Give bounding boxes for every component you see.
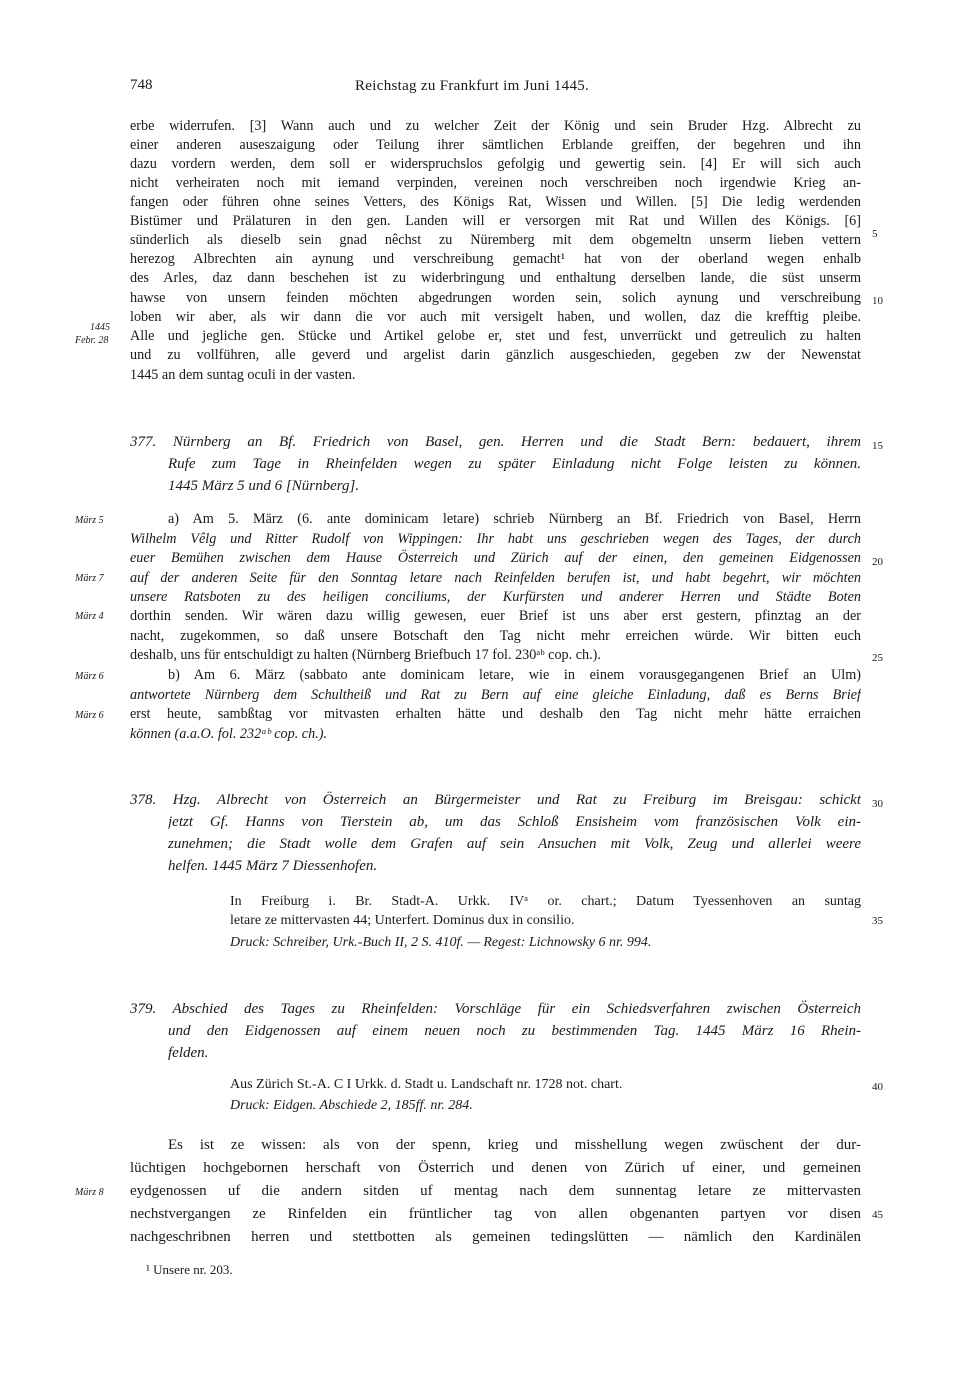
source-note: letare ze mittervasten 44; Unterfert. Dominus dux in consilio. — [230, 913, 575, 928]
entry-heading: Rufe zum Tage in Rheinfelden wegen zu später Einladung nicht Folge leisten zu können. — [168, 456, 861, 472]
text-line: sünderlich als dieselb sein gnad nêchst zu Nüremberg mit dem obgemeltn unserm lieben vettern — [130, 232, 861, 248]
text-line: deshalb, uns für entschuldigt zu halten (Nürnberg Briefbuch 17 fol. 230ᵃᵇ cop. ch.). — [130, 647, 601, 663]
text-line: a) Am 5. März (6. ante dominicam letare) schrieb Nürnberg an Bf. Friedrich von Basel, Herrn — [168, 511, 861, 527]
line-number: 15 — [872, 440, 883, 452]
text-line: nicht verheiraten noch mit iemand verpinden, vereinen noch verschreiben noch irgendwie Krieg an- — [130, 175, 861, 191]
text-line: lüchtigen hochgebornen herschaft von Österrich und denen von Zürich uf einer, und gemeinen — [130, 1160, 861, 1176]
text-line: dorthin senden. Wir wären dazu willig gewesen, euer Brief ist uns aber erst gestern, pfinztag an der — [130, 608, 861, 624]
margin-date: März 8 — [75, 1187, 104, 1198]
text-line: des Arles, daz dann beschehen ist zu widerbringung und enthaltung derselben lande, die süst unserm — [130, 270, 861, 286]
entry-heading: zunehmen; die Stadt wolle dem Grafen auf sein Ansuchen mit Volk, Zeug und allerlei weere — [168, 836, 861, 852]
text-line: erst heute, sambßtag vor mitvasten erhalten hätte und deshalb den Tag nicht mehr hätte erraichen — [130, 706, 861, 722]
text-line: eydgenossen uf die andern sitden uf mentag nach dem sunnentag letare ze mittervasten — [130, 1183, 861, 1199]
text-line: nechstvergangen ze Rinfelden ein früntlicher tag von allen obgenanten partyen vor disen — [130, 1206, 861, 1222]
text-line: unsere Ratsboten zu des heiligen conciliums, der Kurfürsten und anderer Herren und Städte Boten — [130, 589, 861, 605]
entry-heading: 377. Nürnberg an Bf. Friedrich von Basel, gen. Herren und die Stadt Bern: bedauert, ihrem — [130, 434, 861, 450]
text-line: Bistümer und Prälaturen in den gen. Landen will er versorgen mit Rat und Willen des Königs. [6] — [130, 213, 861, 229]
source-note: Aus Zürich St.-A. C I Urkk. d. Stadt u. Landschaft nr. 1728 not. chart. — [230, 1077, 623, 1092]
line-number: 35 — [872, 915, 883, 927]
line-number: 20 — [872, 556, 883, 568]
text-line: nacht, zugekommen, so daß unsere Botschaft den Tag nicht mehr erreichen würde. Wir bitten euch — [130, 628, 861, 644]
entry-heading: 379. Abschied des Tages zu Rheinfelden: Vorschläge für ein Schiedsverfahren zwischen Österreich — [130, 1001, 861, 1017]
entry-heading: felden. — [168, 1045, 209, 1061]
text-line: Es ist ze wissen: als von der spenn, krieg und misshellung wegen zwüschent der dur- — [168, 1137, 861, 1153]
text-line: fangen oder führen ohne seines Vetters, des Königs Rat, Wissen und Willen. [5] Die ledig werdenden — [130, 194, 861, 210]
text-line: 1445 an dem suntag oculi in der vasten. — [130, 367, 356, 383]
print-note: Druck: Eidgen. Abschiede 2, 185ff. nr. 284. — [230, 1098, 473, 1113]
print-note: Druck: Schreiber, Urk.-Buch II, 2 S. 410f. — Regest: Lichnowsky 6 nr. 994. — [230, 935, 652, 950]
margin-date: März 6 — [75, 671, 104, 682]
line-number: 5 — [872, 228, 878, 240]
text-line: euer Bemühen zwischen dem Hause Österreich und Zürich auf der einen, den gemeinen Eidgenossen — [130, 550, 861, 566]
line-number: 10 — [872, 295, 883, 307]
entry-heading: jetzt Gf. Hanns von Tierstein ab, um das Schloß Ensisheim vom französischen Volk ein- — [168, 814, 861, 830]
margin-date: 1445 — [90, 322, 110, 333]
running-title: Reichstag zu Frankfurt im Juni 1445. — [355, 78, 590, 94]
margin-date: März 5 — [75, 515, 104, 526]
text-line: hawse von unsern feinden möchten abgedrungen worden sein, solich aynung und verschreibung — [130, 290, 861, 306]
footnote: ¹ Unsere nr. 203. — [146, 1262, 233, 1277]
page-number: 748 — [130, 77, 153, 93]
source-note: In Freiburg i. Br. Stadt-A. Urkk. IVᵃ or. chart.; Datum Tyessenhoven an suntag — [230, 894, 861, 909]
text-line: loben wir aber, als wir dann die vor auch mit versigelt haben, und wollen, daz die krefftig pleibe. — [130, 309, 861, 325]
margin-date: März 6 — [75, 710, 104, 721]
line-number: 45 — [872, 1209, 883, 1221]
text-line: nachgeschribnen herren und stettbotten als gemeinen tedingslütten — nämlich den Kardinälen — [130, 1229, 861, 1245]
text-line: herezog Albrechten ain aynung und verschreibung gemacht¹ hat von der oberland wegen enhalb — [130, 251, 861, 267]
entry-heading: helfen. 1445 März 7 Diessenhofen. — [168, 858, 378, 874]
margin-date: Febr. 28 — [75, 335, 109, 346]
entry-heading: 1445 März 5 und 6 [Nürnberg]. — [168, 478, 360, 494]
margin-date: März 7 — [75, 573, 104, 584]
line-number: 30 — [872, 798, 883, 810]
line-number: 25 — [872, 652, 883, 664]
text-line: auf der anderen Seite für den Sonntag letare nach Reinfelden berufen ist, und habt begehrt, wir möchten — [130, 570, 861, 586]
margin-date: März 4 — [75, 611, 104, 622]
text-line: können (a.a.O. fol. 232ᵃᵇ cop. ch.). — [130, 726, 328, 742]
text-line: dazu vordern werden, dem soll er widerspruchslos gefolgig und gewertig sein. [4] Er will sich auch — [130, 156, 861, 172]
line-number: 40 — [872, 1081, 883, 1093]
entry-heading: 378. Hzg. Albrecht von Österreich an Bürgermeister und Rat zu Freiburg im Breisgau: schickt — [130, 792, 861, 808]
text-line: antwortete Nürnberg dem Schultheiß und Rat zu Bern auf eine gleiche Einladung, daß es Berns Brief — [130, 687, 861, 703]
text-line: einer anderen auseszaigung oder Teilung ihrer sämtlichen Erblande greiffen, der begehren und ihn — [130, 137, 861, 153]
text-line: erbe widerrufen. [3] Wann auch und zu welcher Zeit der König und sein Bruder Hzg. Albrecht zu — [130, 118, 861, 134]
entry-heading: und den Eidgenossen auf einem neuen noch zu bestimmenden Tag. 1445 März 16 Rhein- — [168, 1023, 861, 1039]
text-line: und zu vollführen, alle geverd und argelist darin gänzlich ausgeschieden, gegeben zw der Newenstat — [130, 347, 861, 363]
text-line: Alle und jegliche gen. Stücke und Artikel gelobe er, stet und fest, unverrückt und getreulich zu halten — [130, 328, 861, 344]
text-line: b) Am 6. März (sabbato ante dominicam letare, wie in einem vorausgegangenen Brief an Ulm) — [168, 667, 861, 683]
text-line: Wilhelm Vêlg und Ritter Rudolf von Wippingen: Ihr habt uns geschrieben wegen des Tages, der durch — [130, 531, 861, 547]
